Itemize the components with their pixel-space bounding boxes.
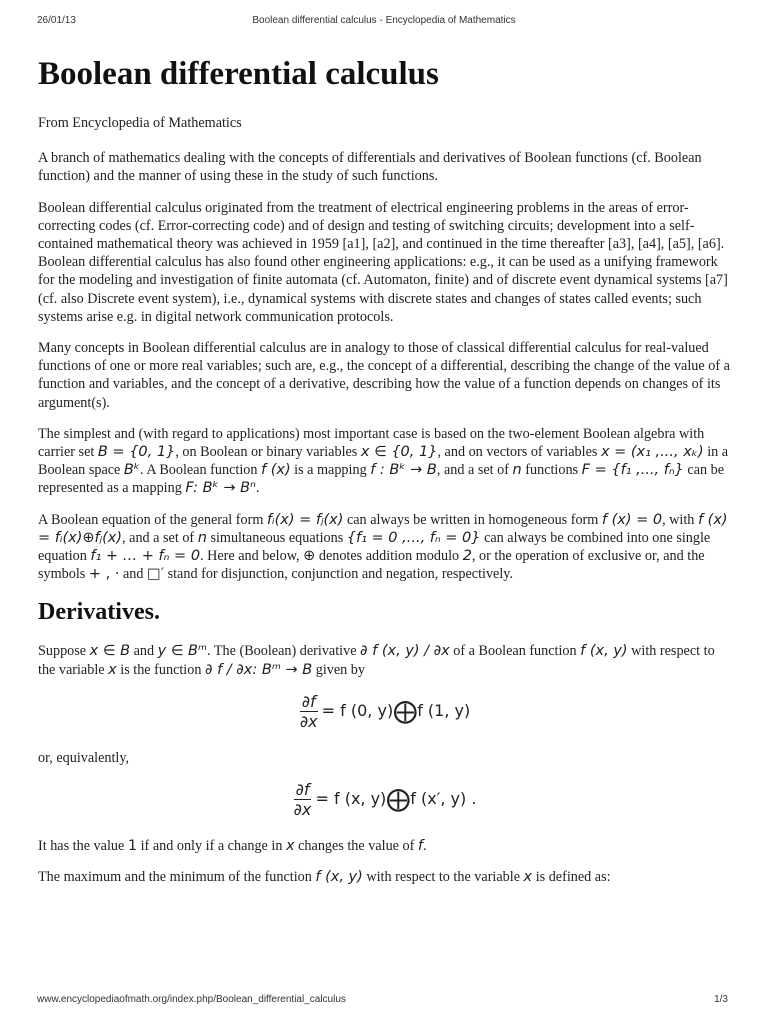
math-inline: y ∈ Bᵐ (157, 643, 208, 660)
xor-operator: ⨁ (393, 696, 418, 725)
max-min-paragraph: The maximum and the minimum of the function f (x, y) with respect to the variable x is defined as: (38, 869, 611, 886)
math-inline: f (x, y) (580, 643, 628, 660)
math-inline: F: Bᵏ → Bⁿ (185, 480, 256, 497)
intro-paragraph: A branch of mathematics dealing with the concepts of differentials and derivatives of Boolean functions (cf. Boolean function) and the manner of using these in the study of such functions. (38, 150, 702, 185)
math-inline: f (x, y) (315, 869, 363, 886)
derivative-definition-paragraph: Suppose x ∈ B and y ∈ Bᵐ. The (Boolean) derivative ∂ f (x, y) / ∂x of a Boolean function f (x, y) with respect to the variable x is the function ∂ f / ∂x: Bᵐ → B given by (38, 643, 715, 678)
math-inline: fᵢ(x) = fⱼ(x) (266, 511, 344, 528)
display-equation-1: $\frac{\partial f}{\partial x}$ = f (0, y)⨁f (1, y) (299, 691, 471, 731)
math-inline: Bᵏ (123, 462, 141, 479)
math-inline: x (108, 661, 117, 678)
print-header (0, 15, 768, 29)
value-paragraph: It has the value 1 if and only if a change in x changes the value of f. (38, 838, 427, 855)
fraction: $\frac{\partial f}{\partial x}$ (299, 691, 318, 731)
basics-paragraph: The simplest and (with regard to applications) most important case is based on the two-element Boolean algebra with carrier set B = {0, 1}, on Boolean or binary variables x ∈ {0, 1}, and on vectors of variables x = (x₁ ,..., xₖ) in a Boolean space Bᵏ. A Boolean function f (x) is a mapping f : Bᵏ → B, and a set of n functions F = {f₁ ,..., fₙ} can be represented as a mapping F: Bᵏ → Bⁿ. (38, 425, 729, 497)
print-title: Boolean differential calculus - Encyclopedia of Mathematics (252, 15, 516, 26)
math-inline: f₁ + … + fₙ = 0 (90, 548, 201, 565)
math-inline: n (512, 462, 522, 479)
page-title: Boolean differential calculus (38, 56, 439, 92)
page-number: 1/3 (714, 994, 728, 1005)
fraction: $\frac{\partial f}{\partial x}$ (293, 780, 312, 820)
math-inline: f (x) (261, 462, 291, 479)
math-inline: x (523, 869, 533, 886)
math-inline: 2 (462, 548, 472, 565)
math-inline: f (x) = fᵢ(x)⊕fⱼ(x) (38, 511, 728, 546)
math-inline: x = (x₁ ,..., xₖ) (600, 444, 704, 461)
equation-paragraph: A Boolean equation of the general form fᵢ(x) = fⱼ(x) can always be written in homogeneous form f (x) = 0, with f (x) = fᵢ(x)⊕fⱼ(x), and a set of n simultaneous equations {f₁ = 0 ,..., fₙ = 0} can always be combined into one single equation f₁ + … + fₙ = 0. Here and below, ⊕ denotes addition modulo 2, or the operation of exclusive or, and the symbols + , · and □′ stand for disjunction, conjunction and negation, respectively. (38, 511, 728, 583)
math-inline: + , · (88, 566, 120, 583)
math-inline: 1 (127, 838, 138, 855)
section-heading-derivatives: Derivatives. (38, 599, 160, 626)
math-inline: ∂ f / ∂x: Bᵐ → B (204, 661, 313, 678)
history-paragraph: Boolean differential calculus originated from the treatment of electrical engineering problems in the areas of error-correcting codes (cf. Error-correcting code) and of design and testing of switching circuits; development into a self-contained mathematical theory was achieved in 1959 [a1], [a2], and continued in the time thereafter [a3], [a4], [a5], [a6]. Boolean differential calculus has also found other engineering applications: e.g., it can be used as a unifying framework for the modeling and investigation of finite automata (cf. Automaton, finite) and of discrete event dynamical systems [a7] (cf. also Discrete event system), i.e., dynamical systems with discrete states and changes of states called events; such systems arise e.g. in digital network communication protocols. (38, 199, 728, 325)
analogy-paragraph: Many concepts in Boolean differential calculus are in analogy to those of classical differential calculus for real-valued functions of one or more real variables; such are, e.g., the concept of a differential, describing the change of the value of a function and variables, and the concept of a derivative, describing how the value of a function depends on changes of its argument(s). (38, 340, 730, 411)
display-equation-2: $\frac{\partial f}{\partial x}$ = f (x, y)⨁f (x′, y) . (293, 780, 477, 820)
math-inline: B = {0, 1} (97, 444, 176, 461)
math-inline: x (285, 838, 295, 855)
equivalently-line: or, equivalently, (38, 749, 130, 766)
math-inline: x ∈ {0, 1} (360, 444, 438, 461)
print-footer (0, 994, 768, 1008)
print-date: 26/01/13 (37, 15, 76, 26)
math-inline: F = {f₁ ,..., fₙ} (581, 462, 684, 479)
article-content (38, 52, 732, 899)
source-line: From Encyclopedia of Mathematics (38, 115, 242, 131)
math-inline: f (417, 838, 423, 855)
page-url: www.encyclopediaofmath.org/index.php/Boolean_differential_calculus (37, 994, 346, 1005)
math-inline: ∂ f (x, y) / ∂x (360, 643, 450, 660)
math-inline: x ∈ B (89, 643, 131, 660)
math-inline: f (x) = 0 (601, 511, 663, 528)
math-inline: {f₁ = 0 ,..., fₙ = 0} (346, 529, 481, 546)
xor-operator: ⨁ (386, 785, 411, 814)
math-inline: n (197, 529, 207, 546)
math-inline: □′ (147, 566, 165, 583)
math-inline: f : Bᵏ → B (370, 462, 437, 479)
math-inline: ⊕ (303, 548, 316, 565)
